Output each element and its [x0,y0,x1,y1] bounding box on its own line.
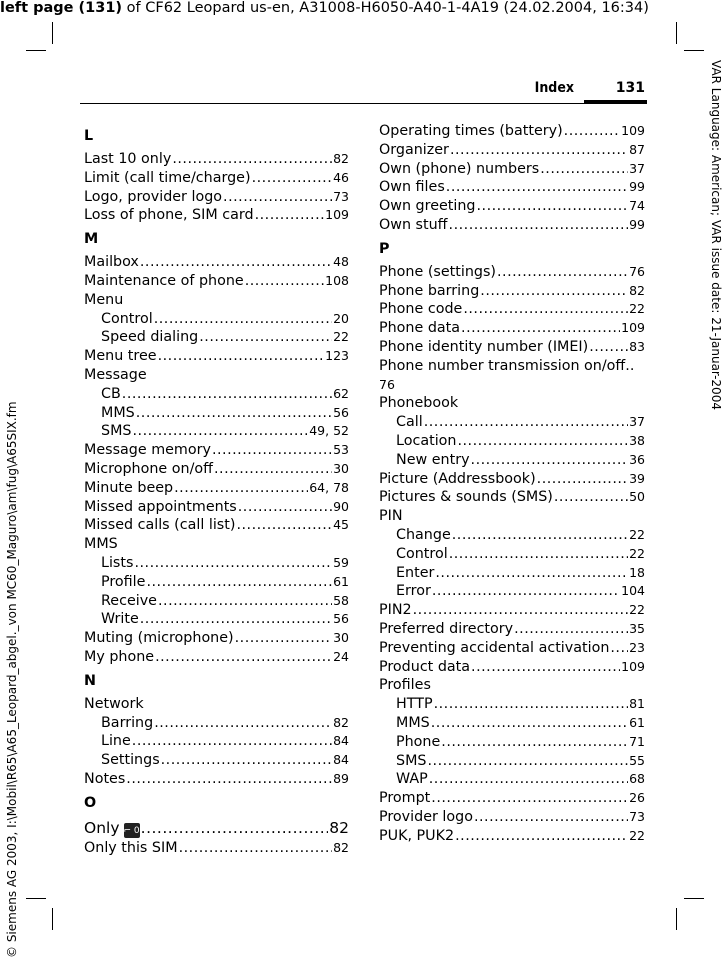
index-page-ref: 73 [333,188,349,204]
dot-leader [431,714,628,733]
index-term: Own stuff [379,216,448,233]
index-term: Own greeting [379,198,476,215]
dot-leader [554,488,628,507]
index-page-ref: 22 [629,526,645,542]
index-letter-heading: N [84,672,96,689]
dot-leader [212,441,332,460]
index-subentry [379,582,645,601]
index-term: CB [101,385,121,402]
index-group-heading: Menu [84,291,124,308]
index-term: SMS [396,752,427,769]
index-entry [84,460,349,479]
index-group-heading: Profiles [379,677,431,694]
index-term: New entry [396,451,470,468]
index-subentry [84,310,349,329]
index-page-ref: 48 [333,254,349,270]
index-page-ref: 109 [325,207,349,223]
index-page-ref: 83 [629,338,645,354]
index-subentry [84,328,349,347]
crop-mark [684,898,704,899]
crop-mark [684,50,704,51]
index-page-ref: 22 [629,545,645,561]
index-term: Picture (Addressbook) [379,470,536,487]
index-subentry [84,610,349,629]
index-subentry [379,733,645,752]
dot-leader [446,178,628,197]
index-term: PIN2 [379,602,412,619]
dot-leader [140,610,332,629]
index-column-left [84,122,349,858]
index-group-heading: Phone number transmission on/off.. [379,357,635,374]
index-subentry [84,404,349,423]
index-term: Control [101,310,153,327]
index-page-ref: 30 [333,460,349,476]
index-column-right [379,122,645,845]
index-entry [379,319,645,338]
index-letter-heading: P [379,240,390,257]
dot-leader [477,197,629,216]
index-page-ref: 84 [333,733,349,749]
dot-leader [154,714,332,733]
side-note-right: VAR Language: American; VAR issue date: 21-Januar-2004 [709,60,723,410]
index-page-ref: 90 [333,498,349,514]
index-entry [379,141,645,160]
index-page-ref: 23 [629,639,645,655]
index-page-ref: 109 [621,320,645,336]
dot-leader [449,545,628,564]
index-page-ref: 53 [333,442,349,458]
dot-leader [140,253,332,272]
dot-leader [471,658,620,677]
crop-mark [676,908,677,930]
dot-leader [457,432,628,451]
index-entry [84,629,349,648]
dot-leader [122,385,332,404]
index-term: Prompt [379,790,431,807]
dot-leader [463,300,628,319]
index-page-ref: 20 [333,310,349,326]
dot-leader [126,770,332,789]
dot-leader [441,733,628,752]
index-group-heading: PIN [379,508,403,525]
index-subentry [379,432,645,451]
document-header [0,0,649,16]
index-term: Preferred directory [379,620,514,637]
dot-leader [158,347,325,366]
index-entry [379,178,645,197]
dot-leader [154,310,332,329]
index-page-ref: 30 [333,630,349,646]
index-term: Settings [101,752,160,769]
index-subentry [84,385,349,404]
index-term: Mailbox [84,254,139,271]
dot-leader [133,422,309,441]
index-page-ref: 82 [333,714,349,730]
index-entry [379,789,645,808]
header-document-info: of CF62 Leopard us-en, A31008-H6050-A40-1-4A19 (24.02.2004, 16:34) [122,0,649,16]
index-term: Missed appointments [84,498,237,515]
index-subentry [379,526,645,545]
index-term: Message memory [84,442,211,459]
index-term: Phone (settings) [379,263,496,280]
dot-leader [474,808,628,827]
index-page-ref: 18 [629,564,645,580]
index-term: Lists [101,554,134,571]
index-entry [84,169,349,188]
dot-leader [155,648,332,667]
dot-leader [134,554,332,573]
index-entry [379,197,645,216]
index-page-ref: 22 [629,602,645,618]
dot-leader [245,272,324,291]
index-page-ref: 56 [333,404,349,420]
header-page-label: left page (131) [0,0,123,16]
index-group-heading: Network [84,695,144,712]
index-term: Phone data [379,320,461,337]
index-entry [84,770,349,789]
index-entry [379,216,645,235]
index-entry [379,122,645,141]
index-entry [84,516,349,535]
index-page-ref: 74 [629,198,645,214]
page-number: 131 [615,80,645,96]
index-term: Logo, provider logo [84,188,223,205]
index-subentry [379,770,645,789]
index-term: Call [396,414,423,431]
index-subentry [84,732,349,751]
dot-leader [141,817,329,839]
dot-leader [564,122,620,141]
index-page-ref: 82 [329,818,349,837]
dot-leader [540,160,628,179]
index-entry [84,188,349,207]
index-entry [84,347,349,366]
index-group-heading: MMS [84,536,118,553]
index-page-ref: 39 [629,470,645,486]
dot-leader [238,498,332,517]
index-term: Phone code [379,301,463,318]
crop-mark [52,908,53,930]
index-term: Muting (microphone) [84,630,234,647]
index-entry [84,479,349,498]
dot-leader [223,188,332,207]
index-letter-heading: L [84,128,94,144]
index-subentry [84,573,349,592]
index-entry [84,441,349,460]
index-page-ref: 71 [629,733,645,749]
dot-leader [136,404,332,423]
index-term: Own (phone) numbers [379,160,540,177]
index-entry [84,817,349,839]
index-group-heading: Phonebook [379,395,459,412]
index-term: Only this SIM [84,839,178,856]
index-term: Minute beep [84,479,174,496]
dot-leader [236,516,332,535]
dot-leader [432,582,620,601]
index-term: Limit (call time/charge) [84,169,251,186]
dot-leader [158,592,332,611]
index-term: PUK, PUK2 [379,827,455,844]
dot-leader [431,789,628,808]
index-entry [379,160,645,179]
index-term: Only [84,818,120,837]
index-entry [379,488,645,507]
dot-leader [199,328,332,347]
index-page-ref: 46 [333,169,349,185]
index-subentry [84,714,349,733]
section-title: Index [534,80,574,96]
index-subentry [379,451,645,470]
index-page-ref: 61 [629,714,645,730]
index-term: Speed dialing [101,329,199,346]
index-page-ref: 58 [333,592,349,608]
index-entry [379,639,645,658]
index-term: Last 10 only [84,151,172,167]
index-term: Line [101,733,131,750]
dot-leader [434,695,629,714]
index-term: Write [101,611,139,628]
index-term: Own files [379,179,445,196]
dot-leader [537,470,628,489]
index-page-ref: 45 [333,517,349,533]
dot-leader [413,601,628,620]
index-entry [84,648,349,667]
index-term: SMS [101,423,132,440]
index-entry [84,839,349,858]
index-page-ref: 104 [621,583,645,599]
index-page-ref: 59 [333,554,349,570]
dot-leader [235,629,332,648]
index-letter-heading: M [84,231,99,248]
running-head [80,76,647,104]
index-entry [84,206,349,225]
index-subentry [379,752,645,771]
index-term: Phone [396,733,441,750]
index-entry [84,498,349,517]
index-subentry [379,545,645,564]
dot-leader [514,620,628,639]
index-page-ref: 22 [333,329,349,345]
index-term: Preventing accidental activation [379,639,610,656]
index-entry [379,658,645,677]
index-term: Product data [379,658,471,675]
crop-mark [26,898,46,899]
index-page-ref: 108 [325,272,349,288]
index-term: HTTP [396,696,433,713]
index-term: Pictures & sounds (SMS) [379,489,553,506]
index-term: Enter [396,564,435,581]
index-term: Profile [101,573,146,590]
index-entry [379,827,645,846]
index-entry [84,272,349,291]
index-term: Menu tree [84,348,157,365]
index-page-ref: 37 [629,414,645,430]
index-page-ref: 82 [333,839,349,855]
index-page-ref: 61 [333,573,349,589]
index-page-ref: 99 [629,216,645,232]
dot-leader [174,479,308,498]
index-page-ref: 82 [333,151,349,166]
index-page-ref: 38 [629,432,645,448]
dot-leader [161,751,332,770]
dot-leader [214,460,332,479]
index-page-ref: 22 [629,827,645,843]
index-page-ref: 26 [629,790,645,806]
dot-leader [179,839,333,858]
index-term: Loss of phone, SIM card [84,207,254,224]
index-term: Maintenance of phone [84,272,244,289]
dot-leader [471,451,629,470]
dot-leader [455,827,628,846]
index-entry [379,338,645,357]
index-term: Microphone on/off [84,460,213,477]
index-page-ref: 89 [333,770,349,786]
index-page-ref: 81 [629,696,645,712]
index-page-ref: 87 [629,141,645,157]
index-term: Error [396,583,431,600]
dot-leader [252,169,333,188]
dot-leader [255,206,325,225]
index-page-ref: 123 [325,348,349,364]
crop-mark [26,50,46,51]
crop-mark [676,22,677,44]
index-page-ref: 56 [333,611,349,627]
index-subentry [84,554,349,573]
index-term: My phone [84,648,155,665]
index-entry [379,620,645,639]
dot-leader [449,216,629,235]
crop-mark [52,22,53,44]
index-term: Change [396,526,451,543]
index-letter-heading: O [84,794,97,811]
header-rule-accent [584,100,647,104]
index-term: Receive [101,592,157,609]
index-page-ref: 109 [621,123,645,138]
index-page-ref: 49, 52 [309,423,349,439]
index-page-ref: 50 [629,489,645,505]
index-term: Control [396,545,448,562]
index-term: Phone barring [379,282,480,299]
dot-leader [172,150,332,169]
index-page-ref: 22 [629,301,645,317]
dot-leader [610,639,628,658]
dot-leader [424,413,628,432]
index-term: Phone identity number (IMEI) [379,338,589,355]
index-page-ref: 76 [629,263,645,279]
index-entry [379,263,645,282]
index-entry-page-continuation [379,376,645,395]
index-page-ref: 55 [629,752,645,768]
index-term: MMS [396,714,430,731]
index-term: Missed calls (call list) [84,517,236,534]
index-term: Notes [84,770,126,787]
index-page-ref: 35 [629,620,645,636]
dot-leader [497,263,628,282]
dot-leader [461,319,620,338]
dot-leader [146,573,332,592]
index-entry [379,808,645,827]
dot-leader [435,564,628,583]
dot-leader [450,141,628,160]
index-page-ref: 99 [629,179,645,195]
index-page-ref: 37 [629,160,645,176]
index-term: Location [396,432,457,449]
dot-leader [480,282,628,301]
index-entry [379,470,645,489]
index-page-ref: 76 [379,376,395,392]
dot-leader [452,526,628,545]
index-subentry [379,695,645,714]
index-subentry [84,592,349,611]
index-page-ref: 109 [621,658,645,674]
index-page-ref: 36 [629,451,645,467]
index-group-heading: Message [84,366,147,383]
index-term: Organizer [379,141,449,158]
dot-leader [132,732,332,751]
index-page-ref: 73 [629,808,645,824]
index-subentry [84,422,349,441]
index-subentry [379,714,645,733]
index-entry [379,300,645,319]
index-subentry [379,413,645,432]
header-rule [80,103,647,104]
dot-leader [589,338,628,357]
index-entry [84,253,349,272]
index-term: Provider logo [379,808,473,825]
index-entry [379,601,645,620]
key-icon: ⌐ 0 [124,823,140,838]
dot-leader [429,770,628,789]
index-term: Operating times (battery) [379,123,563,139]
index-page-ref: 84 [333,752,349,768]
index-entry [84,150,349,169]
side-note-left: © Siemens AG 2003, I:\Mobil\R65\A65_Leopard_abgel._von MC60_Maguro\am\fug\A65SIX.fm [5,401,19,958]
index-page-ref: 64, 78 [309,479,349,495]
index-entry [379,282,645,301]
index-page-ref: 68 [629,771,645,787]
index-page-ref: 82 [629,282,645,298]
index-term: Barring [101,714,154,731]
index-page-ref: 62 [333,385,349,401]
index-subentry [379,564,645,583]
index-subentry [84,751,349,770]
index-page-ref: 24 [333,648,349,664]
index-term: MMS [101,404,135,421]
dot-leader [428,752,629,771]
index-term: WAP [396,771,428,788]
